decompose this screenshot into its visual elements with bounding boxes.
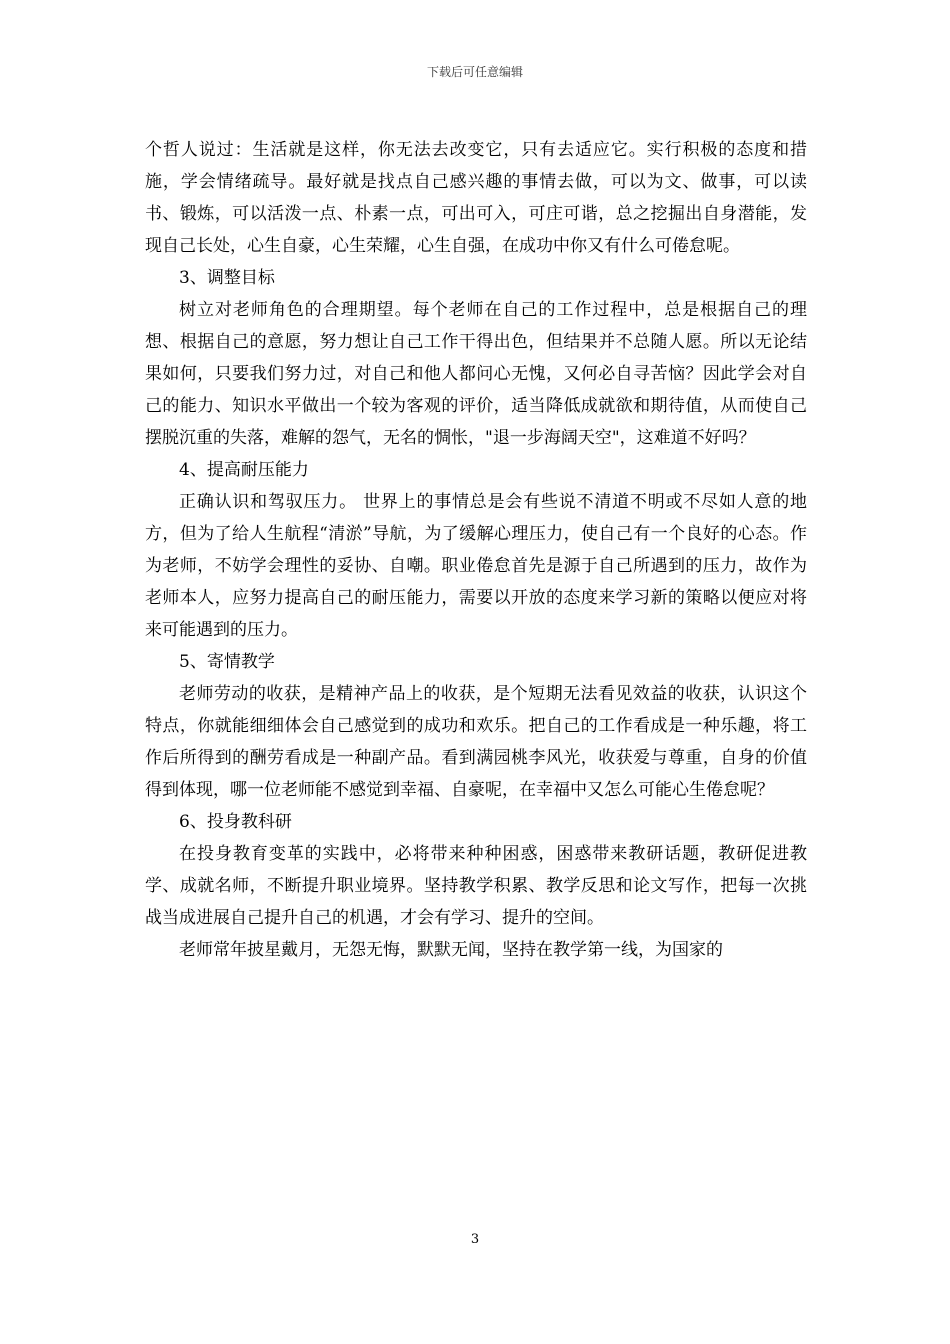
paragraph-closing: 老师常年披星戴月，无怨无悔，默默无闻，坚持在教学第一线，为国家的 xyxy=(179,940,723,960)
page-header: 下载后可任意编辑 xyxy=(426,65,523,79)
section-heading-devotion-to-teaching: 5、寄情教学 xyxy=(179,652,275,672)
paragraph-devotion-to-teaching: 老师劳动的收获，是精神产品上的收获，是个短期无法看见效益的收获，认识这个特点，你就能细细体会自己感觉到的成功和欢乐。把自己的工作看成是一种乐趣，将工作后所得到的酬劳看成是一种副产品。看到满园桃李风光，收获爱与尊重，自身的价值得到体现，哪一位老师能不感觉到幸福、自豪呢，在幸福中又怎么可能心生倦怠呢？ xyxy=(145,684,807,800)
page-number: 3 xyxy=(470,1232,480,1247)
paragraph-adjust-goals: 树立对老师角色的合理期望。每个老师在自己的工作过程中，总是根据自己的理想、根据自己的意愿，努力想让自己工作干得出色，但结果并不总随人愿。所以无论结果如何，只要我们努力过，对自己和他人都问心无愧，又何必自寻苦恼？因此学会对自己的能力、知识水平做出一个较为客观的评价，适当降低成就欲和期待值，从而使自己摆脱沉重的失落，难解的怨气，无名的惆怅，"退一步海阔天空"，这难道不好吗？ xyxy=(145,300,807,448)
paragraph-continuation: 个哲人说过：生活就是这样，你无法去改变它，只有去适应它。实行积极的态度和措施，学会情绪疏导。最好就是找点自己感兴趣的事情去做，可以为文、做事，可以读书、锻炼，可以活泼一点、朴素一点，可出可入，可庄可谐，总之挖掘出自身潜能，发现自己长处，心生自豪，心生荣耀，心生自强，在成功中你又有什么可倦怠呢。 xyxy=(145,140,807,256)
document-body xyxy=(145,134,807,966)
section-heading-adjust-goals: 3、调整目标 xyxy=(179,268,275,288)
section-heading-research: 6、投身教科研 xyxy=(179,812,292,832)
paragraph-pressure-tolerance: 正确认识和驾驭压力。 世界上的事情总是会有些说不清道不明或不尽如人意的地方，但为了给人生航程“清淤”导航，为了缓解心理压力，使自己有一个良好的心态。作为老师，不妨学会理性的妥协、自嘲。职业倦怠首先是源于自己所遇到的压力，故作为老师本人，应努力提高自己的耐压能力，需要以开放的态度来学习新的策略以便应对将来可能遇到的压力。 xyxy=(145,492,807,640)
section-heading-pressure-tolerance: 4、提高耐压能力 xyxy=(179,460,309,480)
paragraph-research: 在投身教育变革的实践中，必将带来种种困惑，困惑带来教研话题，教研促进教学、成就名师，不断提升职业境界。坚持教学积累、教学反思和论文写作，把每一次挑战当成进展自己提升自己的机遇，才会有学习、提升的空间。 xyxy=(145,844,807,928)
